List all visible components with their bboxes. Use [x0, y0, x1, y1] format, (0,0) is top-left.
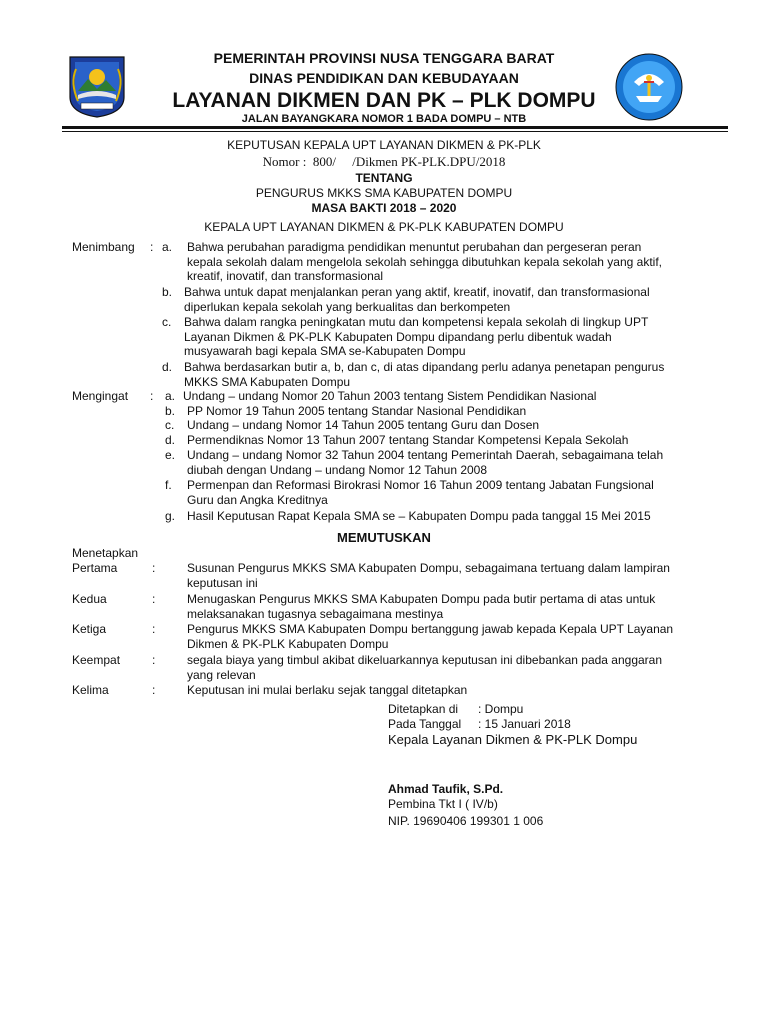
menimbang-line: kreatif, inovatif, dan transformasional	[187, 269, 384, 283]
mengingat-line: Permendiknas Nomor 13 Tahun 2007 tentang Standar Kompetensi Kepala Sekolah	[187, 433, 629, 447]
menetapkan-label: Menetapkan	[72, 546, 139, 560]
tanggal-label: Pada Tanggal	[388, 717, 462, 731]
header-rule-thick	[62, 126, 728, 129]
decision-line: Menugaskan Pengurus MKKS SMA Kabupaten Dompu pada butir pertama di atas untuk	[187, 592, 656, 606]
decision-colon: :	[152, 683, 156, 697]
mengingat-letter: c.	[165, 418, 175, 432]
mengingat-letter: f.	[165, 478, 172, 492]
decision-line: Dikmen & PK-PLK Kabupaten Dompu	[187, 637, 389, 651]
menimbang-line: Layanan Dikmen & PK-PLK Kabupaten Dompu dipandang perlu dibentuk wadah	[184, 330, 612, 344]
menimbang-line: Bahwa untuk dapat menjalankan peran yang aktif, kreatif, inovatif, dan transformasional	[184, 285, 650, 299]
ditetapkan-value: : Dompu	[478, 702, 524, 716]
decision-label: Pertama	[72, 561, 118, 575]
mengingat-letter: d.	[165, 433, 176, 447]
decree-subject: PENGURUS MKKS SMA KABUPATEN DOMPU	[255, 186, 513, 200]
menimbang-label: Menimbang	[72, 240, 135, 254]
menimbang-line: kepala sekolah dalam mengelola sekolah sehingga dibutuhkan kepala sekolah yang aktif,	[187, 255, 662, 269]
mengingat-letter: b.	[165, 404, 176, 418]
signatory-rank: Pembina Tkt I ( IV/b)	[388, 797, 498, 811]
decision-line: Pengurus MKKS SMA Kabupaten Dompu bertanggung jawab kepada Kepala UPT Layanan	[187, 622, 674, 636]
decision-line: keputusan ini	[187, 576, 258, 590]
decree-number: Nomor : 800/ /Dikmen PK-PLK.DPU/2018	[262, 154, 506, 169]
decree-title: KEPUTUSAN KEPALA UPT LAYANAN DIKMEN & PK-PLK	[227, 138, 541, 152]
header-office: LAYANAN DIKMEN DAN PK – PLK DOMPU	[172, 89, 596, 112]
decision-label: Ketiga	[72, 622, 107, 636]
header-department: DINAS PENDIDIKAN DAN KEBUDAYAAN	[249, 70, 519, 86]
mengingat-line: Undang – undang Nomor 14 Tahun 2005 tentang Guru dan Dosen	[187, 418, 540, 432]
header-address: JALAN BAYANGKARA NOMOR 1 BADA DOMPU – NTB	[241, 113, 527, 125]
mengingat-letter: g.	[165, 509, 176, 523]
mengingat-label: Mengingat	[72, 389, 129, 403]
mengingat-line: Undang – undang Nomor 32 Tahun 2004 tentang Pemerintah Daerah, sebagaimana telah	[187, 448, 664, 462]
decision-line: Keputusan ini mulai berlaku sejak tanggal ditetapkan	[187, 683, 468, 697]
menimbang-letter: b.	[162, 285, 173, 299]
mengingat-line: diubah dengan Undang – undang Nomor 12 Tahun 2008	[187, 463, 488, 477]
decree-period: MASA BAKTI 2018 – 2020	[311, 201, 457, 215]
decision-line: segala biaya yang timbul akibat dikeluarkannya keputusan ini dibebankan pada anggaran	[187, 653, 663, 667]
mengingat-line: Permenpan dan Reformasi Birokrasi Nomor 16 Tahun 2009 tentang Jabatan Fungsional	[187, 478, 654, 492]
mengingat-line: Guru dan Angka Kreditnya	[187, 493, 328, 507]
menimbang-line: Bahwa berdasarkan butir a, b, dan c, di atas dipandang perlu adanya penetapan pengurus	[184, 360, 665, 374]
signatory-position: Kepala Layanan Dikmen & PK-PLK Dompu	[388, 732, 638, 747]
decision-line: yang relevan	[187, 668, 256, 682]
decision-label: Kelima	[72, 683, 109, 697]
menimbang-line: diperlukan kepala sekolah yang berkualitas dan berkompeten	[184, 300, 511, 314]
mengingat-letter: a.	[165, 389, 176, 403]
menimbang-colon: :	[150, 240, 154, 254]
menimbang-line: Bahwa dalam rangka peningkatan mutu dan kompetensi kepala sekolah di lingkup UPT	[184, 315, 649, 329]
mengingat-line: PP Nomor 19 Tahun 2005 tentang Standar Nasional Pendidikan	[187, 404, 527, 418]
decision-colon: :	[152, 622, 156, 636]
decision-label: Keempat	[72, 653, 121, 667]
decision-line: Susunan Pengurus MKKS SMA Kabupaten Dompu, sebagaimana tertuang dalam lampiran	[187, 561, 670, 575]
decision-colon: :	[152, 653, 156, 667]
signatory-nip: NIP. 19690406 199301 1 006	[388, 814, 544, 828]
decree-tentang: TENTANG	[355, 171, 413, 185]
header-rule-thin	[62, 131, 728, 132]
decision-line: melaksanakan tugasnya sebagaimana mestinya	[187, 607, 444, 621]
decision-colon: :	[152, 592, 156, 606]
mengingat-colon: :	[150, 389, 154, 403]
tanggal-value: : 15 Januari 2018	[478, 717, 571, 731]
menimbang-letter: d.	[162, 360, 173, 374]
mengingat-letter: e.	[165, 448, 176, 462]
memutuskan-heading: MEMUTUSKAN	[337, 530, 431, 545]
decision-label: Kedua	[72, 592, 107, 606]
mengingat-line: Undang – undang Nomor 20 Tahun 2003 tentang Sistem Pendidikan Nasional	[183, 389, 597, 403]
mengingat-line: Hasil Keputusan Rapat Kepala SMA se – Kabupaten Dompu pada tanggal 15 Mei 2015	[187, 509, 651, 523]
menimbang-line: musyawarah bagi kepala SMA se-Kabupaten Dompu	[184, 344, 466, 358]
menimbang-line: MKKS SMA Kabupaten Dompu	[184, 375, 351, 389]
menimbang-letter: c.	[162, 315, 172, 329]
header-province: PEMERINTAH PROVINSI NUSA TENGGARA BARAT	[213, 50, 555, 66]
menimbang-letter: a.	[162, 240, 173, 254]
ditetapkan-label: Ditetapkan di	[388, 702, 459, 716]
decree-authority: KEPALA UPT LAYANAN DIKMEN & PK-PLK KABUPATEN DOMPU	[204, 220, 564, 234]
signatory-name: Ahmad Taufik, S.Pd.	[388, 782, 504, 796]
tut-wuri-emblem	[614, 52, 684, 122]
menimbang-line: Bahwa perubahan paradigma pendidikan menuntut perubahan dan pergeseran peran	[187, 240, 642, 254]
decision-colon: :	[152, 561, 156, 575]
